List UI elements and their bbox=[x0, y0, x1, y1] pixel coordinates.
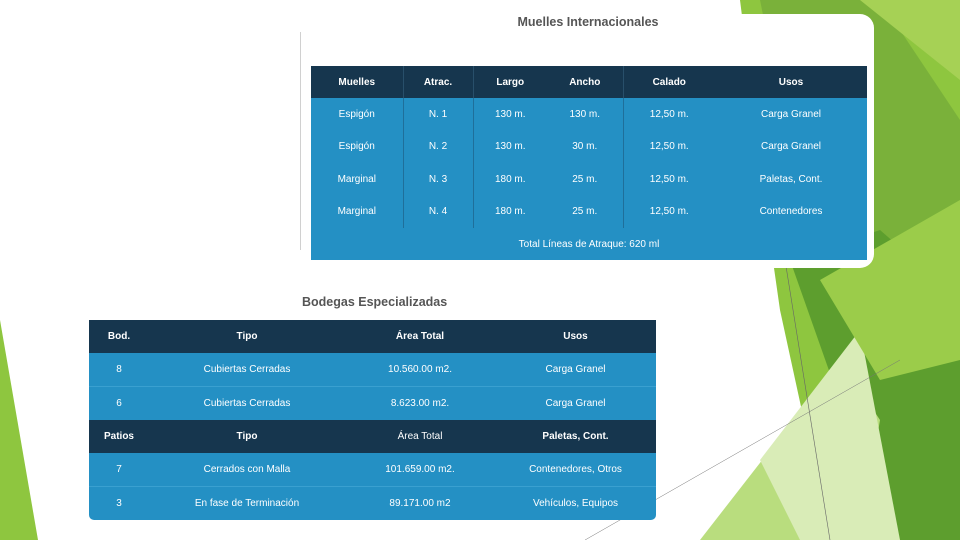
muelles-header-row bbox=[311, 66, 867, 98]
cell-tipo: Cubiertas Cerradas bbox=[149, 387, 345, 421]
cell-muelle: Espigón bbox=[311, 98, 403, 131]
cell-largo: 130 m. bbox=[473, 131, 547, 164]
cell-largo: 130 m. bbox=[473, 98, 547, 131]
cell-largo: 180 m. bbox=[473, 196, 547, 229]
table-row bbox=[89, 353, 656, 387]
cell-area: 10.560.00 m2. bbox=[345, 353, 495, 387]
header-ancho: Ancho bbox=[547, 66, 623, 98]
cell-bod: 6 bbox=[89, 387, 149, 421]
cell-patio: 7 bbox=[89, 453, 149, 487]
header-area-total: Área Total bbox=[345, 420, 495, 453]
bodegas-header-row bbox=[89, 320, 656, 353]
header-tipo: Tipo bbox=[149, 420, 345, 453]
header-usos: Usos bbox=[495, 320, 656, 353]
cell-ancho: 25 m. bbox=[547, 163, 623, 196]
header-tipo: Tipo bbox=[149, 320, 345, 353]
cell-usos: Vehículos, Equipos bbox=[495, 487, 656, 521]
cell-ancho: 130 m. bbox=[547, 98, 623, 131]
header-area-total: Área Total bbox=[345, 320, 495, 353]
table-row bbox=[89, 487, 656, 521]
cell-area: 101.659.00 m2. bbox=[345, 453, 495, 487]
cell-calado: 12,50 m. bbox=[623, 163, 715, 196]
muelles-table bbox=[311, 66, 867, 260]
cell-ancho: 30 m. bbox=[547, 131, 623, 164]
cell-usos: Contenedores bbox=[715, 196, 867, 229]
patios-header-row bbox=[89, 420, 656, 453]
header-largo: Largo bbox=[473, 66, 547, 98]
cell-usos: Carga Granel bbox=[495, 353, 656, 387]
header-calado: Calado bbox=[623, 66, 715, 98]
cell-atrac: N. 3 bbox=[403, 163, 473, 196]
cell-usos: Paletas, Cont. bbox=[715, 163, 867, 196]
cell-usos: Carga Granel bbox=[495, 387, 656, 421]
cell-ancho: 25 m. bbox=[547, 196, 623, 229]
table-row bbox=[89, 387, 656, 421]
cell-tipo: Cerrados con Malla bbox=[149, 453, 345, 487]
muelles-title: Muelles Internacionales bbox=[517, 15, 659, 29]
cell-calado: 12,50 m. bbox=[623, 98, 715, 131]
cell-muelle: Marginal bbox=[311, 163, 403, 196]
cell-muelle: Espigón bbox=[311, 131, 403, 164]
total-row bbox=[311, 228, 867, 260]
table-row bbox=[89, 453, 656, 487]
cell-usos: Carga Granel bbox=[715, 131, 867, 164]
header-atrac: Atrac. bbox=[403, 66, 473, 98]
bodegas-title: Bodegas Especializadas bbox=[302, 295, 448, 309]
bodegas-table bbox=[89, 320, 656, 520]
cell-atrac: N. 2 bbox=[403, 131, 473, 164]
cell-atrac: N. 4 bbox=[403, 196, 473, 229]
cell-muelle: Marginal bbox=[311, 196, 403, 229]
header-paletas-cont: Paletas, Cont. bbox=[495, 420, 656, 453]
cell-calado: 12,50 m. bbox=[623, 131, 715, 164]
cell-atrac: N. 1 bbox=[403, 98, 473, 131]
cell-bod: 8 bbox=[89, 353, 149, 387]
table-row bbox=[311, 98, 867, 131]
cell-tipo: Cubiertas Cerradas bbox=[149, 353, 345, 387]
total-atraque: Total Líneas de Atraque: 620 ml bbox=[311, 228, 867, 260]
header-patios: Patios bbox=[89, 420, 149, 453]
cell-usos: Carga Granel bbox=[715, 98, 867, 131]
cell-usos: Contenedores, Otros bbox=[495, 453, 656, 487]
cell-largo: 180 m. bbox=[473, 163, 547, 196]
cell-tipo: En fase de Terminación bbox=[149, 487, 345, 521]
cell-calado: 12,50 m. bbox=[623, 196, 715, 229]
header-usos: Usos bbox=[715, 66, 867, 98]
cell-area: 89.171.00 m2 bbox=[345, 487, 495, 521]
card-divider bbox=[300, 32, 301, 250]
header-muelles: Muelles bbox=[311, 66, 403, 98]
table-row bbox=[311, 196, 867, 229]
table-row bbox=[311, 163, 867, 196]
cell-patio: 3 bbox=[89, 487, 149, 521]
table-row bbox=[311, 131, 867, 164]
header-bod: Bod. bbox=[89, 320, 149, 353]
cell-area: 8.623.00 m2. bbox=[345, 387, 495, 421]
